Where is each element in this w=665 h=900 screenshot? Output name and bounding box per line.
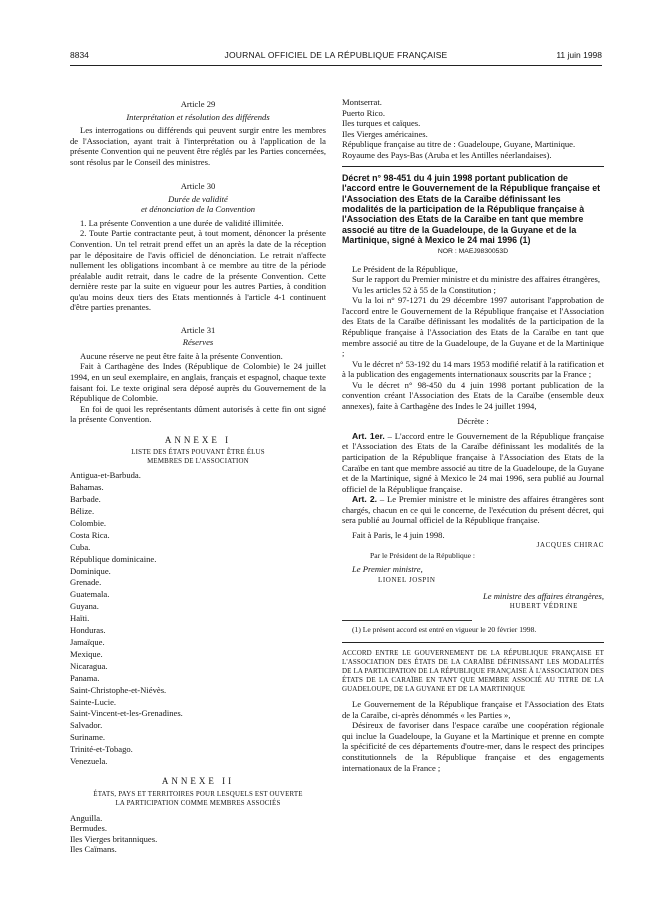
page-number: 8834 (70, 50, 89, 60)
list-item: Anguilla. (70, 812, 103, 823)
accord-paragraph-2: Désireux de favoriser dans l'espace caraïbe une coopération régionale qui inclue la Guadeloupe, la Guyane et la Martinique et prenne en compte la spécificité de ces départements d'outre-mer, dans le respect des principes constitutionnels de la République française et des engagements internationaux de la France ; (342, 720, 604, 773)
par-le-president: Par le Président de la République : (370, 550, 476, 560)
premier-ministre-title: Le Premier ministre, (352, 564, 423, 575)
section-rule (342, 642, 604, 643)
annex-1-title: ANNEXE I (164, 434, 232, 445)
left-column (70, 92, 326, 855)
article-30-subtitle-1: Durée de validité (168, 193, 228, 204)
list-item: Puerto Rico. (342, 107, 385, 118)
annex-2-heading-1: ÉTATS, PAYS ET TERRITOIRES POUR LESQUELS EST OUVERTE (93, 790, 303, 798)
annex-1-heading-2: MEMBRES DE L'ASSOCIATION (147, 458, 249, 466)
list-item: Venezuela. (70, 756, 108, 767)
list-item: Iles turques et caïques. (342, 118, 421, 128)
annex-2-heading-2: LA PARTICIPATION COMME MEMBRES ASSOCIÉS (115, 799, 281, 807)
ministre-name: HUBERT VÉDRINE (509, 602, 578, 611)
nor-reference: NOR : MAEJ9830053D (437, 248, 509, 256)
article-29-subtitle: Interprétation et résolution des différends (126, 111, 270, 122)
article-29-title: Article 29 (180, 99, 216, 109)
list-item: Honduras. (70, 625, 106, 636)
list-item: Montserrat. (342, 97, 382, 107)
annex-2-netherlands-entry: Royaume des Pays-Bas (Aruba et les Antilles néerlandaises). (342, 149, 552, 160)
list-item: Guatemala. (70, 589, 110, 600)
article-30-subtitle-2: et dénonciation de la Convention (140, 204, 256, 215)
accord-paragraph-1: Le Gouvernement de la République française et l'Association des Etats de la Caraïbe, ci-après dénommés « les Parties », (342, 699, 604, 720)
list-item: Bélize. (70, 506, 95, 517)
decree-rapport: Sur le rapport du Premier ministre et du ministre des affaires étrangères, (352, 274, 601, 285)
list-item: Dominique. (70, 565, 111, 576)
issue-date: 11 juin 1998 (556, 50, 602, 60)
annex-2-france-entry: République française au titre de : Guadeloupe, Guyane, Martinique. (342, 139, 576, 149)
list-item: Barbade. (70, 494, 101, 505)
decree-title: Décret n° 98-451 du 4 juin 1998 portant publication de l'accord entre le Gouvernement de la République française et l'Association des Etats de la Caraïbe définissant les modalités de la participation de la République française à l'Association des Etats de la Caraïbe en tant que membre associé au titre de la Guadeloupe, de la Guyane et de la Martinique, signé à Mexico le 24 mai 1996 (1) (342, 173, 601, 245)
list-item: Bermudes. (70, 823, 107, 834)
list-item: Trinité-et-Tobago. (70, 744, 133, 755)
decree-article-2 (342, 494, 604, 526)
annex-2-title: ANNEXE II (161, 775, 235, 786)
article-1-label: Art. 1er. (352, 430, 385, 441)
footnote: (1) Le présent accord est entré en vigueur le 20 février 1998. (352, 624, 537, 634)
right-column (342, 97, 604, 773)
decree-vu-2: Vu la loi n° 97-1271 du 29 décembre 1997 autorisant l'approbation de l'accord entre le Gouvernement de la République française et l'Association des Etats de la Caraïbe définissant les modalités de la participation de la République française à l'Association des Etats de la Caraïbe en tant que membre associé au titre de la Guadeloupe, de la Guyane et de la Martinique ; (342, 295, 604, 359)
article-31-paragraph-3: En foi de quoi les représentants dûment autorisés à cette fin ont signé la présente Convention. (70, 403, 326, 425)
list-item: Antigua-et-Barbuda. (70, 470, 141, 481)
journal-title: JOURNAL OFFICIEL DE LA RÉPUBLIQUE FRANÇAISE (224, 50, 448, 60)
article-2-text: – Le Premier ministre et le ministre des affaires étrangères sont chargés, chacun en ce qui le concerne, de l'exécution du présent décret, qui sera publié au Journal officiel de la République française. (342, 494, 605, 526)
list-item: Iles Vierges britanniques. (70, 833, 158, 844)
decree-vu-4: Vu le décret n° 98-450 du 4 juin 1998 portant publication de la convention créant l'Association des Etats de la Caraïbe (ensemble deux annexes), faite à Carthagène des Indes le 24 juillet 1994, (342, 379, 604, 411)
page-header (70, 50, 602, 64)
decree-decrete: Décrète : (457, 416, 489, 427)
list-item: Grenade. (70, 577, 102, 588)
list-item: Saint-Christophe-et-Niévès. (70, 684, 167, 695)
annex-2-list (70, 813, 326, 855)
article-1-text: – L'accord entre le Gouvernement de la République française et l'Association des Etats de la Caraïbe définissant les modalités de la participation de la République française à l'Association des Etats de la Caraïbe en tant que membre associé au titre de la Guadeloupe, de la Guyane et de la Martinique, signé à Mexico le 24 mai 1996, sera publié au Journal officiel de la République française. (342, 430, 605, 494)
list-item: Jamaïque. (70, 637, 105, 647)
article-31-paragraph-1: Aucune réserve ne peut être faite à la présente Convention. (80, 350, 283, 361)
list-item: Mexique. (70, 648, 103, 659)
decree-article-1 (342, 431, 604, 494)
annex-1-heading-1: LISTE DES ÉTATS POUVANT ÊTRE ÉLUS (131, 449, 265, 457)
list-item: Cuba. (70, 541, 91, 552)
premier-ministre-name: LIONEL JOSPIN (378, 576, 436, 585)
list-item: Sainte-Lucie. (70, 696, 117, 707)
list-item: Colombie. (70, 517, 107, 528)
signature-president: JACQUES CHIRAC (536, 541, 604, 550)
list-item: Bahamas. (70, 482, 104, 493)
section-rule (342, 166, 604, 167)
article-29-text: Les interrogations ou différends qui peuvent surgir entre les membres de l'Association, ayant trait à l'interprétation ou à l'application de la présente Convention qui ne peuvent être réglés par les Parties concernées, sont résolus par le Conseil des ministres. (70, 125, 326, 167)
decree-president: Le Président de la République, (352, 263, 458, 274)
ministre-title: Le ministre des affaires étrangères, (482, 590, 604, 601)
list-item: Nicaragua. (70, 660, 108, 671)
article-30-paragraph-2: 2. Toute Partie contractante peut, à tout moment, dénoncer la présente Convention. Un tel retrait prend effet un an après la date de la réception par le dépositaire de l'avis officiel de dénonciation. Le retrait n'affecte nullement les obligations incombant à ce membre au titre de la période préalable audit retrait, dans le cadre de la présente Convention. Cette dernière reste par la suite en vigueur pour les autres Parties, à condition qu'au moins deux tiers des Etats mentionnés à l'article 4-1 continuent d'être parties prenantes. (70, 228, 326, 313)
list-item: République dominicaine. (70, 553, 157, 564)
decree-fait: Fait à Paris, le 4 juin 1998. (352, 529, 445, 540)
annex-1-list (70, 470, 326, 768)
article-30-paragraph-1: 1. La présente Convention a une durée de validité illimitée. (80, 217, 284, 228)
decree-vu-3: Vu le décret n° 53-192 du 14 mars 1953 modifié relatif à la ratification et à la publication des engagements internationaux souscrits par la France ; (342, 358, 604, 380)
list-item: Iles Caïmans. (70, 844, 117, 855)
footnote-rule (342, 620, 472, 621)
article-31-subtitle: Réserves (182, 337, 214, 348)
list-item: Costa Rica. (70, 529, 110, 540)
decree-vu-1: Vu les articles 52 à 55 de la Constitution ; (352, 284, 496, 295)
list-item: Haïti. (70, 613, 90, 624)
article-2-label: Art. 2. (352, 494, 378, 505)
list-item: Panama. (70, 672, 100, 683)
list-item: Saint-Vincent-et-les-Grenadines. (70, 708, 183, 719)
article-31-title: Article 31 (180, 324, 216, 335)
accord-title: ACCORD ENTRE LE GOUVERNEMENT DE LA RÉPUBLIQUE FRANÇAISE ET L'ASSOCIATION DES ÉTATS DE LA CARAÏBE DÉFINISSANT LES MODALITÉS DE LA PARTICIPATION DE LA RÉPUBLIQUE FRANÇAISE À L'ASSOCIATION DES ÉTATS DE LA CARAÏBE EN TANT QUE MEMBRE ASSOCIÉ AU TITRE DE LA GUADELOUPE, DE LA GUYANE ET DE LA MARTINIQUE (342, 649, 604, 694)
article-30-title: Article 30 (180, 181, 216, 192)
annex-2-list-continued (342, 97, 604, 139)
list-item: Suriname. (70, 732, 106, 743)
article-31-paragraph-2: Fait à Carthagène des Indes (République de Colombie) le 24 juillet 1994, en un seul exemplaire, en anglais, français et espagnol, chaque texte faisant foi. Le texte original sera déposé auprès du Gouvernement de la République de Colombie. (70, 361, 326, 404)
list-item: Guyana. (70, 601, 99, 612)
header-rule (70, 65, 602, 66)
list-item: Iles Vierges américaines. (342, 128, 428, 139)
list-item: Salvador. (70, 720, 103, 731)
